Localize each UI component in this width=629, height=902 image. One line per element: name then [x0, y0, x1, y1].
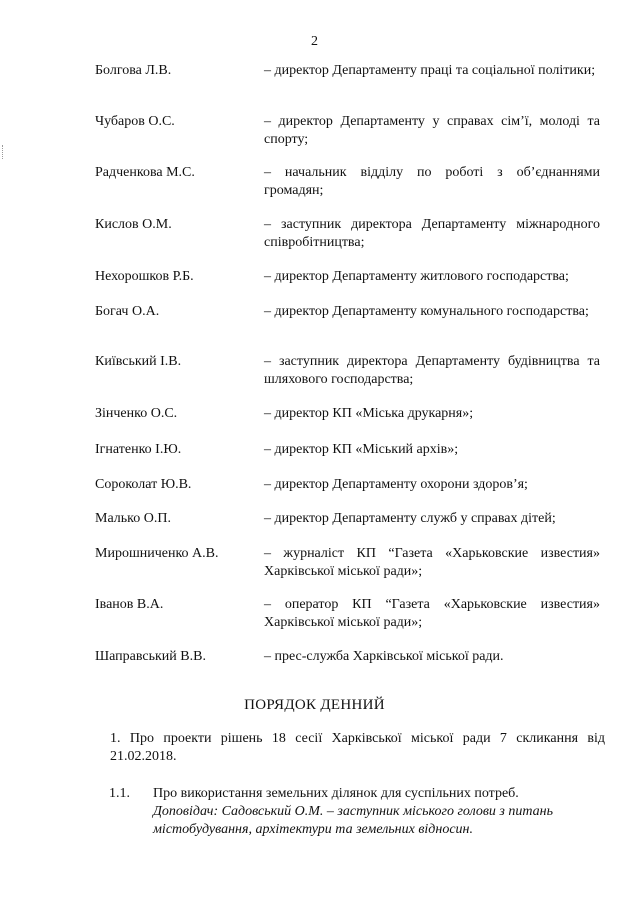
attendee-name: Болгова Л.В.: [95, 63, 172, 78]
agenda-item-speaker: Доповідач: Садовський О.М. – заступник міського голови з питань містобудування, архітектури та земельних відносин.: [153, 804, 553, 837]
attendee-role: – прес-служба Харківської міської ради.: [264, 649, 504, 664]
attendee-role: – оператор КП “Газета «Харьковские известия» Харківської міської ради»;: [264, 597, 600, 630]
attendee-name: Радченкова М.С.: [95, 165, 195, 180]
attendee-name: Малько О.П.: [95, 511, 171, 526]
attendee-name: Ігнатенко І.Ю.: [95, 442, 182, 457]
attendee-role: – заступник директора Департаменту міжнародного співробітництва;: [264, 217, 600, 250]
attendee-name: Зінченко О.С.: [95, 406, 178, 421]
attendee-name: Кислов О.М.: [95, 217, 172, 232]
attendee-role: – директор Департаменту у справах сім’ї, молоді та спорту;: [264, 114, 600, 147]
page-number: 2: [311, 34, 318, 49]
attendee-name: Шаправський В.В.: [95, 649, 206, 664]
attendee-role: – директор Департаменту охорони здоров’я;: [264, 477, 528, 492]
attendee-name: Сороколат Ю.В.: [95, 477, 192, 492]
attendee-role: – начальник відділу по роботі з об’єднаннями громадян;: [264, 165, 600, 198]
attendee-role: – директор КП «Міська друкарня»;: [264, 406, 474, 421]
agenda-item-title: Про використання земельних ділянок для суспільних потреб.: [153, 786, 519, 801]
agenda-heading: ПОРЯДОК ДЕННИЙ: [244, 697, 385, 713]
attendee-name: Київський І.В.: [95, 354, 182, 369]
attendee-name: Богач О.А.: [95, 304, 160, 319]
attendee-role: – директор Департаменту служб у справах дітей;: [264, 511, 556, 526]
margin-mark: [2, 145, 4, 159]
attendee-name: Мирошниченко А.В.: [95, 546, 219, 561]
agenda-item-number: 1.1.: [109, 786, 130, 801]
attendee-role: – журналіст КП “Газета «Харьковские известия» Харківської міської ради»;: [264, 546, 600, 579]
attendee-role: – заступник директора Департаменту будівництва та шляхового господарства;: [264, 354, 600, 387]
agenda-item-1: [95, 730, 605, 766]
attendee-role: – директор КП «Міський архів»;: [264, 442, 459, 457]
attendee-name: Нехорошков Р.Б.: [95, 269, 194, 284]
attendee-role: – директор Департаменту комунального господарства;: [264, 304, 589, 319]
attendee-name: Іванов В.А.: [95, 597, 164, 612]
attendee-name: Чубаров О.С.: [95, 114, 175, 129]
agenda-item-body: [153, 785, 605, 839]
attendee-role: – директор Департаменту праці та соціальної політики;: [264, 63, 596, 78]
attendee-role: – директор Департаменту житлового господарства;: [264, 269, 569, 284]
agenda-item-1-text: 1. Про проекти рішень 18 сесії Харківської міської ради 7 скликання від 21.02.2018.: [110, 731, 605, 764]
